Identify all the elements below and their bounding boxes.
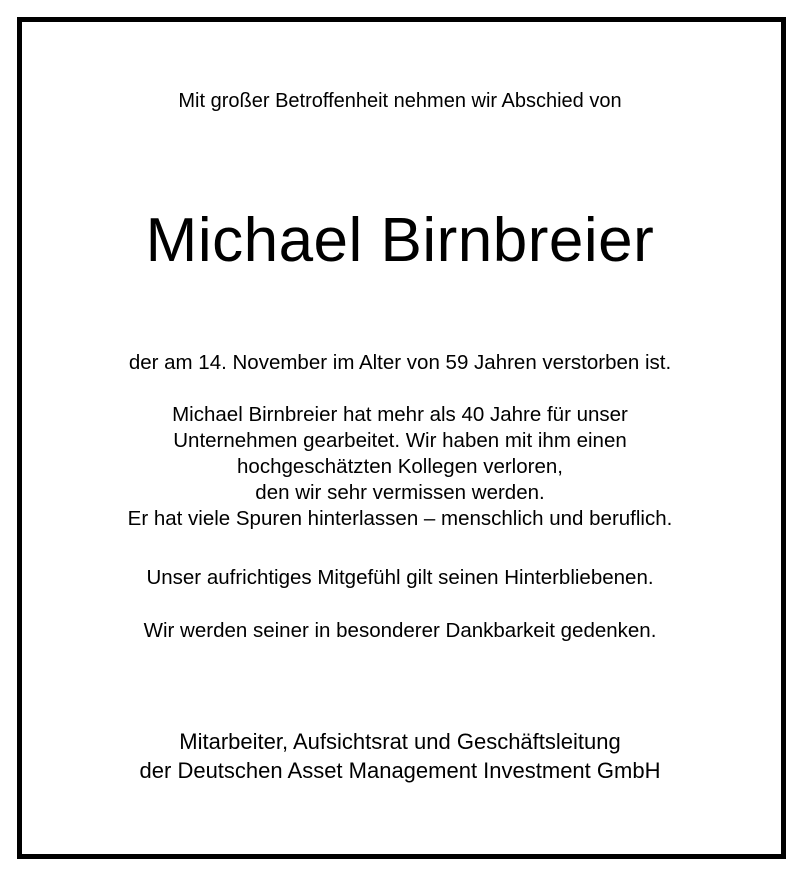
remembrance-line [0,618,800,644]
signature-line: Mitarbeiter, Aufsichtsrat und Geschäftsleitung [179,729,621,754]
intro-text: Mit großer Betroffenheit nehmen wir Abschied von [178,90,622,112]
signature-block [0,727,800,785]
tribute-line: Unternehmen gearbeitet. Wir haben mit ihm einen [173,429,627,452]
death-line-text: der am 14. November im Alter von 59 Jahren verstorben ist. [128,351,672,374]
condolence-text: Unser aufrichtiges Mitgefühl gilt seinen Hinterbliebenen. [146,566,654,589]
tribute-paragraph [0,402,800,532]
death-line [0,350,800,376]
tribute-line: den wir sehr vermissen werden. [255,481,545,504]
condolence-line [0,565,800,591]
tribute-line: Michael Birnbreier hat mehr als 40 Jahre für unser [172,403,628,426]
tribute-line: hochgeschätzten Kollegen verloren, [237,455,563,478]
deceased-name: Michael Birnbreier [145,206,655,275]
tribute-line: Er hat viele Spuren hinterlassen – menschlich und beruflich. [127,507,673,530]
remembrance-text: Wir werden seiner in besonderer Dankbarkeit gedenken. [143,619,657,642]
signature-line: der Deutschen Asset Management Investment GmbH [139,758,661,783]
